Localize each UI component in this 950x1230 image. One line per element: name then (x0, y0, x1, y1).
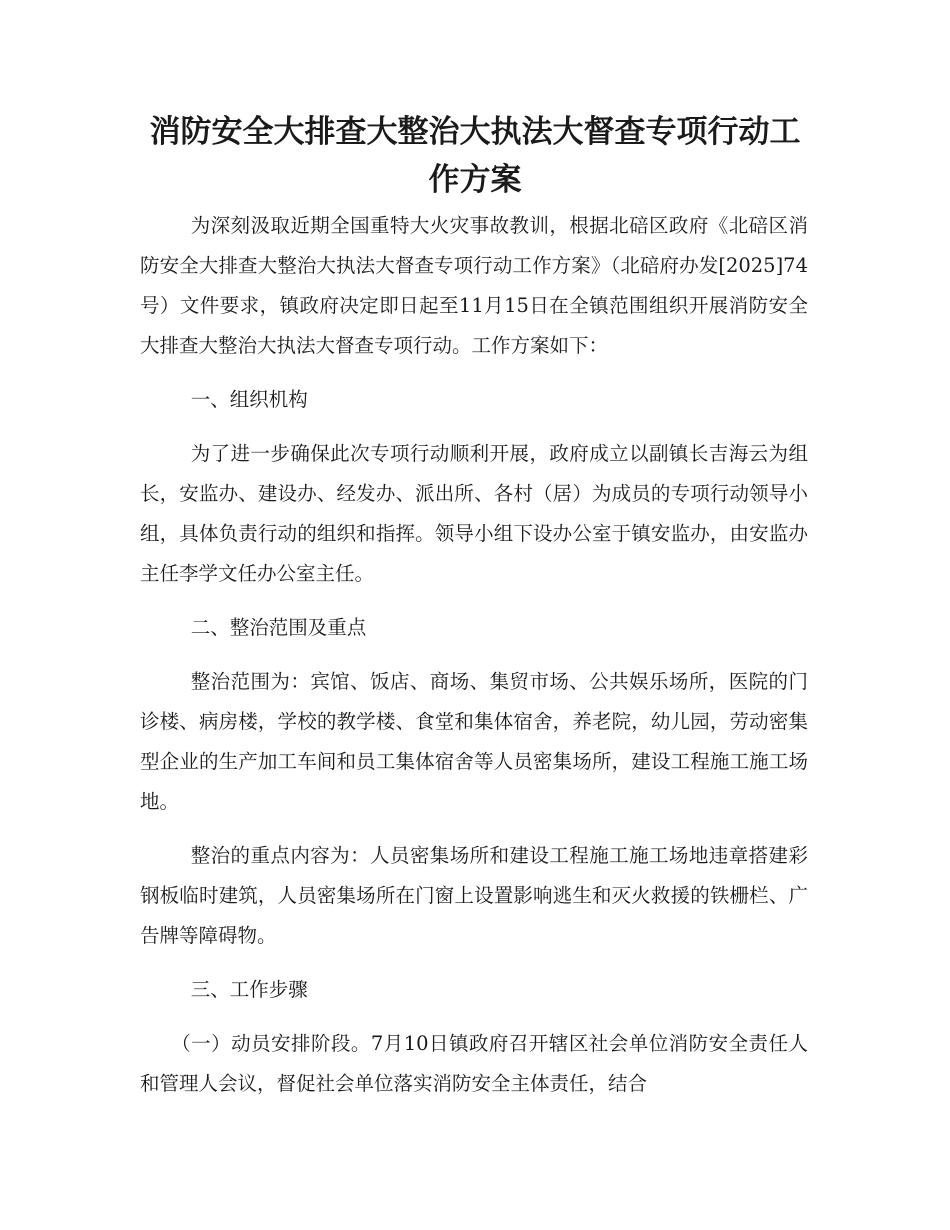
focus-paragraph: 整治的重点内容为：人员密集场所和建设工程施工施工场地违章搭建彩钢板临时建筑，人员密集场所在门窗上设置影响逃生和灭火救援的铁栅栏、广告牌等障碍物。 (140, 844, 808, 947)
document-title: 消防安全大排查大整治大执法大督查专项行动工作方案 (149, 114, 801, 198)
intro-paragraph: 为深刻汲取近期全国重特大火灾事故教训，根据北碚区政府《北碚区消防安全大排查大整治大执法大督查专项行动工作方案》（北碚府办发[2025]74号）文件要求，镇政府决定即日起至11月15日在全镇范围组织开展消防安全大排查大整治大执法大督查专项行动。工作方案如下： (140, 214, 808, 357)
organization-paragraph: 为了进一步确保此次专项行动顺利开展，政府成立以副镇长吉海云为组长，安监办、建设办、经发办、派出所、各村（居）为成员的专项行动领导小组，具体负责行动的组织和指挥。领导小组下设办公室于镇安监办，由安监办主任李学文任办公室主任。 (140, 442, 808, 585)
section-heading-steps: 三、工作步骤 (190, 978, 308, 1001)
scope-paragraph: 整治范围为：宾馆、饭店、商场、集贸市场、公共娱乐场所，医院的门诊楼、病房楼，学校的教学楼、食堂和集体宿舍，养老院，幼儿园，劳动密集型企业的生产加工车间和员工集体宿舍等人员密集场所，建设工程施工施工场地。 (140, 670, 808, 813)
step-one-paragraph: （一）动员安排阶段。7月10日镇政府召开辖区社会单位消防安全责任人和管理人会议，督促社会单位落实消防安全主体责任，结合 (140, 1032, 808, 1095)
section-heading-organization: 一、组织机构 (190, 388, 308, 411)
section-heading-scope: 二、整治范围及重点 (190, 616, 367, 639)
document-body (140, 206, 808, 1118)
